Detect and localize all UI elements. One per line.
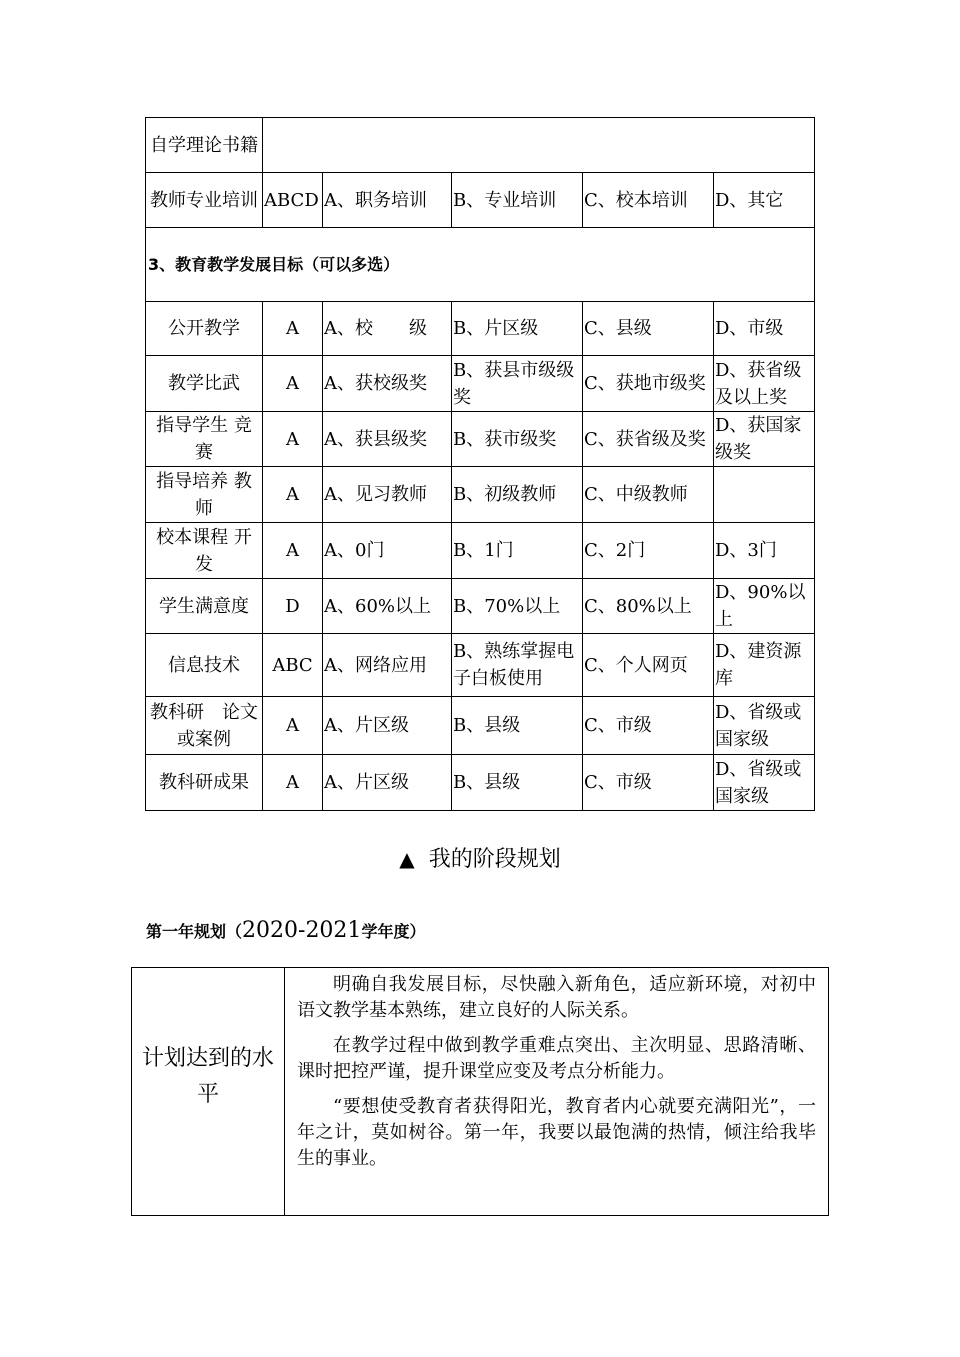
option-b: B、县级: [452, 755, 583, 811]
choice-cell: D: [263, 579, 323, 634]
table-row: [146, 523, 815, 579]
option-d: D、其它: [714, 173, 815, 228]
option-b: B、县级: [452, 697, 583, 755]
plan-paragraph: “要想使受教育者获得阳光，教育者内心就要充满阳光”，一年之计，莫如树谷。第一年，我要以最饱满的热情，倾注给我毕生的事业。: [297, 1096, 816, 1169]
year-plan-years: 2020-2021: [242, 918, 362, 943]
row-label: 自学理论书籍: [146, 118, 263, 173]
option-d: D、90%以上: [714, 579, 815, 634]
triangle-icon: ▲: [399, 847, 415, 871]
row-label: 教科研 论文或案例: [146, 697, 263, 755]
option-a: A、获县级奖: [323, 412, 452, 467]
goals-table: [145, 117, 815, 811]
option-c: C、中级教师: [583, 467, 714, 523]
option-a: A、60%以上: [323, 579, 452, 634]
row-label: 校本课程 开发: [146, 523, 263, 579]
option-a: A、片区级: [323, 697, 452, 755]
year-plan-suffix: 学年度）: [361, 922, 426, 941]
plan-paragraph: 在教学过程中做到教学重难点突出、主次明显、思路清晰、课时把控严谨，提升课堂应变及考点分析能力。: [297, 1035, 816, 1082]
year-plan-heading: [146, 918, 425, 943]
option-a: A、职务培训: [323, 173, 452, 228]
option-b: B、初级教师: [452, 467, 583, 523]
option-b: B、获县市级级奖: [452, 356, 583, 412]
section-heading: 3、教育教学发展目标（可以多选）: [146, 228, 815, 302]
option-b: B、1门: [452, 523, 583, 579]
table-row: [146, 467, 815, 523]
choice-cell: A: [263, 755, 323, 811]
table-row: [146, 412, 815, 467]
option-d: D、省级或国家级: [714, 755, 815, 811]
choice-cell: A: [263, 412, 323, 467]
table-row: [146, 697, 815, 755]
option-d: D、获省级及以上奖: [714, 356, 815, 412]
plan-table: [131, 967, 829, 1216]
option-c: C、获地市级奖: [583, 356, 714, 412]
option-c: C、市级: [583, 697, 714, 755]
row-label: 指导学生 竞赛: [146, 412, 263, 467]
choice-cell: ABCD: [263, 173, 323, 228]
row-label: 公开教学: [146, 302, 263, 356]
table-row: [146, 755, 815, 811]
table-row: [146, 173, 815, 228]
option-b: B、专业培训: [452, 173, 583, 228]
section-title: [0, 842, 960, 873]
row-label: 教师专业培训: [146, 173, 263, 228]
option-c: C、80%以上: [583, 579, 714, 634]
option-d: D、建资源库: [714, 634, 815, 697]
option-b: B、熟练掌握电子白板使用: [452, 634, 583, 697]
option-c: C、2门: [583, 523, 714, 579]
table-row: [146, 228, 815, 302]
table-row: [146, 579, 815, 634]
option-a: A、校 级: [323, 302, 452, 356]
empty-cell: [263, 118, 815, 173]
choice-cell: ABC: [263, 634, 323, 697]
choice-cell: A: [263, 697, 323, 755]
table-row: [146, 356, 815, 412]
plan-label: 计划达到的水平: [132, 968, 285, 1216]
year-plan-prefix: 第一年规划（: [146, 922, 243, 941]
option-c: C、市级: [583, 755, 714, 811]
plan-paragraph: 明确自我发展目标，尽快融入新角色，适应新环境，对初中语文教学基本熟练，建立良好的人际关系。: [297, 974, 816, 1021]
option-c: C、个人网页: [583, 634, 714, 697]
row-label: 教科研成果: [146, 755, 263, 811]
row-label: 学生满意度: [146, 579, 263, 634]
option-b: B、获市级奖: [452, 412, 583, 467]
choice-cell: A: [263, 356, 323, 412]
table-row: [132, 968, 829, 1216]
row-label: 教学比武: [146, 356, 263, 412]
row-label: 指导培养 教师: [146, 467, 263, 523]
option-d: [714, 467, 815, 523]
option-d: D、市级: [714, 302, 815, 356]
option-c: C、校本培训: [583, 173, 714, 228]
plan-content: [285, 968, 829, 1216]
option-c: C、县级: [583, 302, 714, 356]
option-d: D、获国家级奖: [714, 412, 815, 467]
table-row: [146, 302, 815, 356]
option-a: A、网络应用: [323, 634, 452, 697]
section-title-text: 我的阶段规划: [428, 847, 561, 872]
option-d: D、3门: [714, 523, 815, 579]
option-a: A、见习教师: [323, 467, 452, 523]
row-label: 信息技术: [146, 634, 263, 697]
option-c: C、获省级及奖: [583, 412, 714, 467]
choice-cell: A: [263, 467, 323, 523]
option-b: B、70%以上: [452, 579, 583, 634]
option-d: D、省级或国家级: [714, 697, 815, 755]
choice-cell: A: [263, 302, 323, 356]
option-a: A、0门: [323, 523, 452, 579]
table-row: [146, 634, 815, 697]
option-b: B、片区级: [452, 302, 583, 356]
option-a: A、获校级奖: [323, 356, 452, 412]
option-a: A、片区级: [323, 755, 452, 811]
table-row: [146, 118, 815, 173]
choice-cell: A: [263, 523, 323, 579]
